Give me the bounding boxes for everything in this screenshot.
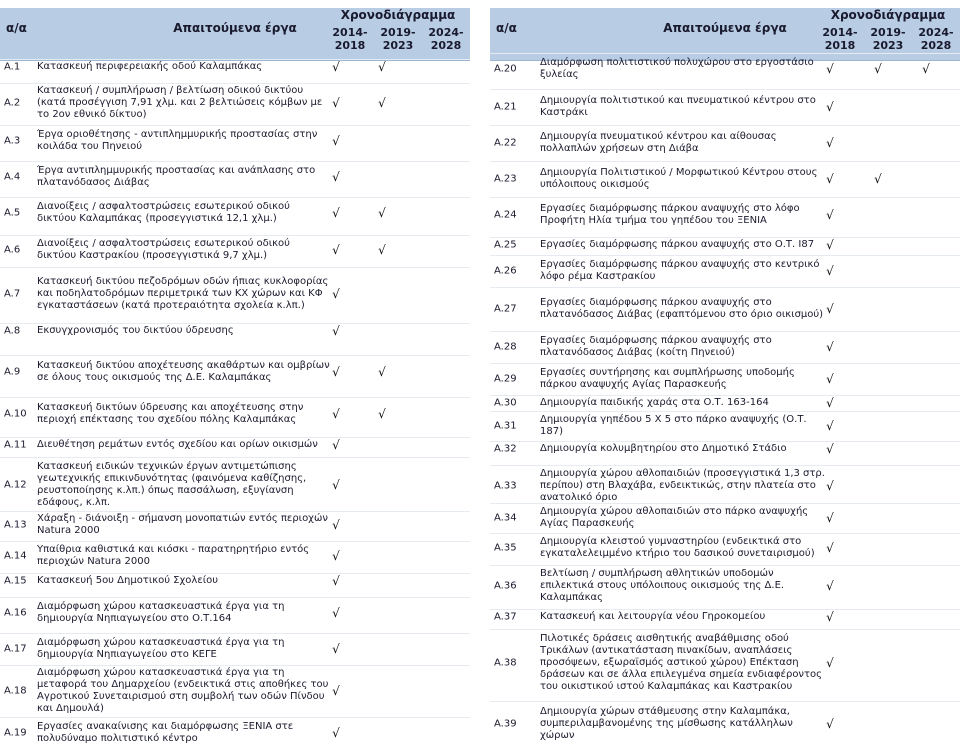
header-aa: α/α xyxy=(496,21,517,35)
header-year-1: 2014- 2018 xyxy=(332,26,368,52)
check-mark-icon: √ xyxy=(332,438,340,452)
table-row xyxy=(0,197,470,228)
check-mark-icon: √ xyxy=(332,684,340,698)
row-description: Δημιουργία γηπέδου 5 Χ 5 στο πάρκο αναψυχής (Ο.Τ. 187) xyxy=(540,414,807,437)
check-mark-icon: √ xyxy=(378,365,386,379)
row-code: A.25 xyxy=(494,239,517,251)
row-description: Έργα αντιπλημμυρικής προστασίας και ανάπλασης στο πλατανόδασος Διάβας xyxy=(37,165,316,188)
table-row xyxy=(490,255,960,286)
check-mark-icon: √ xyxy=(826,396,834,410)
row-description: Διαμόρφωση χώρου κατασκευαστικά έργα για τη δημιουργία Νηπιαγωγείου στο Ο.Τ.164 xyxy=(37,601,285,624)
header-year-2: 2019- 2023 xyxy=(870,26,906,52)
row-description: Κατασκευή / συμπλήρωση / βελτίωση οδικού δικτύου (κατά προσέγγιση 7,91 χλμ. και 2 βελτιώσεις κόμβων με το 2ον εθνικό δίκτυο) xyxy=(37,85,323,120)
row-description: Δημιουργία κλειστού γυμναστηρίου (ενδεικτικά στο εγκαταλελειμμένο κτήριο του δασικού συνεταιρισμού) xyxy=(540,536,815,559)
check-mark-icon: √ xyxy=(826,100,834,114)
row-code: A.35 xyxy=(494,542,517,554)
check-mark-icon: √ xyxy=(378,243,386,257)
table-row xyxy=(0,511,470,538)
check-mark-icon: √ xyxy=(826,717,834,731)
row-code: A.29 xyxy=(494,373,517,385)
check-mark-icon: √ xyxy=(826,579,834,593)
table-row xyxy=(490,465,960,506)
check-mark-icon: √ xyxy=(874,62,882,76)
row-description: Υπαίθρια καθιστικά και κιόσκι - παρατηρητήριο εντός περιοχών Natura 2000 xyxy=(37,544,310,567)
row-description: Δημιουργία πνευματικού κέντρου και αίθουσας πολλαπλών χρήσεων στη Διάβα xyxy=(540,131,777,154)
check-mark-icon: √ xyxy=(922,62,930,76)
check-mark-icon: √ xyxy=(332,243,340,257)
header-schedule: Χρονοδιάγραμμα xyxy=(830,8,946,22)
row-code: A.7 xyxy=(4,288,21,300)
check-mark-icon: √ xyxy=(826,238,834,252)
table-row xyxy=(490,503,960,532)
check-mark-icon: √ xyxy=(332,549,340,563)
table-row xyxy=(490,629,960,696)
header-year-1: 2014- 2018 xyxy=(822,26,858,52)
table-row xyxy=(490,53,960,84)
row-description: Πιλοτικές δράσεις αισθητικής αναβάθμισης οδού Τρικάλων (αντικατάσταση πινακίδων, αναπλάσεις προσόψεων, εξωραϊσμός αστικού χώρου) Επέκταση δράσεων και σε άλλα επιλεγμένα σημεία ενδιαφέροντος του οικιστικού ιστού Καλαμπάκας και Καστρακίου xyxy=(540,633,823,692)
row-description: Εργασίες συντήρησης και συμπλήρωσης υποδομής πάρκου αναψυχής Αγίας Παρασκευής xyxy=(540,367,795,390)
row-code: A.19 xyxy=(4,727,27,739)
table-row xyxy=(490,125,960,160)
check-mark-icon: √ xyxy=(332,478,340,492)
row-code: A.30 xyxy=(494,397,517,409)
header-year-3: 2024- 2028 xyxy=(918,26,954,52)
row-code: A.8 xyxy=(4,325,21,337)
check-mark-icon: √ xyxy=(826,136,834,150)
table-row xyxy=(0,597,470,628)
check-mark-icon: √ xyxy=(826,419,834,433)
row-description: Εργασίες ανακαίνισης και διαμόρφωσης ΞΕΝΙΑ στε πολυδύναμο πολιτιστικό κέντρο xyxy=(37,721,294,744)
table-row xyxy=(490,565,960,606)
row-description: Δημιουργία χώρου αθλοπαιδιών στο πάρκο αναψυχής Αγίας Παρασκευής xyxy=(540,506,809,529)
check-mark-icon: √ xyxy=(332,518,340,532)
check-mark-icon: √ xyxy=(378,60,386,74)
check-mark-icon: √ xyxy=(332,134,340,148)
row-code: A.4 xyxy=(4,171,21,183)
header-schedule: Χρονοδιάγραμμα xyxy=(340,8,456,22)
header-years xyxy=(326,26,470,52)
row-code: A.3 xyxy=(4,135,21,147)
check-mark-icon: √ xyxy=(378,206,386,220)
row-code: A.17 xyxy=(4,643,27,655)
row-description: Κατασκευή δικτύου πεζοδρόμων οδών ήπιας κυκλοφορίας και ποδηλατοδρόμων περιμετρικά των ΚΧ χώρων και ΚΦ εγκαταστάσεων (κατά προτεραιότητα σχολεία κ.λπ.) xyxy=(37,276,329,311)
check-mark-icon: √ xyxy=(826,479,834,493)
table-row xyxy=(0,665,470,716)
check-mark-icon: √ xyxy=(332,170,340,184)
row-code: A.6 xyxy=(4,244,21,256)
check-mark-icon: √ xyxy=(332,60,340,74)
row-description: Διαμόρφωση πολιτιστικού πολυχώρου στο εργοστάσιο ξυλείας xyxy=(540,57,814,80)
row-description: Έργα οριοθέτησης - αντιπλημμυρικής προστασίας στην κοιλάδα του Πηνειού xyxy=(37,129,318,152)
row-code: A.27 xyxy=(494,303,517,315)
table-row xyxy=(0,83,470,122)
table-row xyxy=(490,237,960,252)
row-code: A.15 xyxy=(4,575,27,587)
table-row xyxy=(0,235,470,264)
table-row xyxy=(0,457,470,512)
check-mark-icon: √ xyxy=(826,541,834,555)
row-code: A.11 xyxy=(4,439,27,451)
check-mark-icon: √ xyxy=(332,365,340,379)
check-mark-icon: √ xyxy=(826,372,834,386)
row-description: Εργασίες διαμόρφωσης πάρκου αναψυχής στο πλατανόδασος Διάβας (εφαπτόμενου στο όριο οικισμού) xyxy=(540,297,824,320)
row-description: Κατασκευή δικτύου αποχέτευσης ακαθάρτων και ομβρίων σε όλους τους οικισμούς της Δ.Ε. Καλαμπάκας xyxy=(37,360,330,383)
row-code: A.39 xyxy=(494,718,517,730)
check-mark-icon: √ xyxy=(826,511,834,525)
row-description: Εκσυγχρονισμός του δικτύου ύδρευσης xyxy=(37,325,234,336)
table-row xyxy=(490,411,960,440)
projects-table-left xyxy=(0,8,470,744)
check-mark-icon: √ xyxy=(332,606,340,620)
check-mark-icon: √ xyxy=(332,287,340,301)
row-code: A.28 xyxy=(494,341,517,353)
table-row xyxy=(490,609,960,624)
table-row xyxy=(490,197,960,232)
table-row xyxy=(490,363,960,394)
row-description: Διανοίξεις / ασφαλτοστρώσεις εσωτερικού οδικού δικτύου Καλαμπάκας (προσεγγιστικά 12,1 χλμ.) xyxy=(37,201,290,224)
check-mark-icon: √ xyxy=(826,62,834,76)
row-code: A.36 xyxy=(494,580,517,592)
table-row xyxy=(0,161,470,192)
row-description: Εργασίες διαμόρφωσης πάρκου αναψυχής στο πλατανόδασος Διάβας (κοίτη Πηνειού) xyxy=(540,335,772,358)
check-mark-icon: √ xyxy=(874,172,882,186)
table-row xyxy=(490,89,960,124)
row-code: A.37 xyxy=(494,611,517,623)
row-description: Εργασίες διαμόρφωσης πάρκου αναψυχής στο Ο.Τ. Ι87 xyxy=(540,239,815,250)
row-code: A.32 xyxy=(494,443,517,455)
row-code: A.10 xyxy=(4,408,27,420)
table-row xyxy=(0,541,470,570)
row-description: Χάραξη - διάνοιξη - σήμανση μονοπατιών εντός περιοχών Natura 2000 xyxy=(37,513,328,536)
check-mark-icon: √ xyxy=(378,407,386,421)
row-description: Κατασκευή περιφερειακής οδού Καλαμπάκας xyxy=(37,61,263,72)
table-row xyxy=(490,533,960,562)
row-description: Κατασκευή και λειτουργία νέου Γηροκομείου xyxy=(540,611,766,622)
row-description: Διευθέτηση ρεμάτων εντός σχεδίου και ορίων οικισμών xyxy=(37,439,318,450)
check-mark-icon: √ xyxy=(332,324,340,338)
row-description: Δημιουργία κολυμβητηρίου στο Δημοτικό Στάδιο xyxy=(540,443,787,454)
table-row xyxy=(0,437,470,452)
row-code: A.16 xyxy=(4,607,27,619)
check-mark-icon: √ xyxy=(332,407,340,421)
row-description: Κατασκευή δικτύων ύδρευσης και αποχέτευσης στην περιοχή επέκτασης του σχεδίου πόλης Καλαμπάκας xyxy=(37,402,304,425)
table-row xyxy=(490,701,960,746)
row-description: Εργασίες διαμόρφωσης πάρκου αναψυχής στο κεντρικό λόφο ρέμα Καστρακίου xyxy=(540,259,820,282)
projects-table-right xyxy=(490,8,960,741)
check-mark-icon: √ xyxy=(826,264,834,278)
row-code: A.18 xyxy=(4,685,27,697)
row-code: A.20 xyxy=(494,63,517,75)
check-mark-icon: √ xyxy=(332,96,340,110)
header-aa: α/α xyxy=(6,21,27,35)
check-mark-icon: √ xyxy=(826,302,834,316)
table-row xyxy=(0,59,470,74)
check-mark-icon: √ xyxy=(826,172,834,186)
row-description: Διαμόρφωση χώρου κατασκευαστικά έργα για τη δημιουργία Νηπιαγωγείου στο ΚΕΓΕ xyxy=(37,637,285,660)
check-mark-icon: √ xyxy=(826,656,834,670)
row-description: Διαμόρφωση χώρου κατασκευαστικά έργα για τη μεταφορά του Δημαρχείου (ενδεικτικά στις αποθήκες του Αγροτικού Συνεταιρισμού στη συμβολή των οδών Πίνδου και Δημουλά) xyxy=(37,667,329,714)
table-row xyxy=(0,323,470,338)
row-code: A.33 xyxy=(494,480,517,492)
row-code: A.23 xyxy=(494,173,517,185)
table-header-left xyxy=(0,8,470,61)
table-row xyxy=(490,161,960,196)
row-description: Δημιουργία παιδικής χαράς στα Ο.Τ. 163-164 xyxy=(540,397,769,408)
header-year-2: 2019- 2023 xyxy=(380,26,416,52)
row-code: A.13 xyxy=(4,519,27,531)
header-years xyxy=(816,26,960,52)
table-row xyxy=(0,573,470,588)
row-code: A.12 xyxy=(4,479,27,491)
check-mark-icon: √ xyxy=(332,574,340,588)
table-row xyxy=(0,355,470,388)
row-description: Εργασίες διαμόρφωσης πάρκου αναψυχής στο λόφο Προφήτη Ηλία τμήμα του γηπέδου του ΞΕΝΙΑ xyxy=(540,203,800,226)
row-code: A.24 xyxy=(494,209,517,221)
row-description: Διανοίξεις / ασφαλτοστρώσεις εσωτερικού οδικού δικτύου Καστρακίου (προσεγγιστικά 9,7 χλμ.) xyxy=(37,238,290,261)
row-code: A.38 xyxy=(494,657,517,669)
header-required-works: Απαιτούμενα έργα xyxy=(173,21,297,35)
row-code: A.34 xyxy=(494,512,517,524)
table-row xyxy=(490,395,960,410)
header-year-3: 2024- 2028 xyxy=(428,26,464,52)
row-description: Δημιουργία χώρων στάθμευσης στην Καλαμπάκα, συμπεριλαμβανομένης της μίσθωσης κατάλληλων χώρων xyxy=(540,706,793,741)
table-row xyxy=(0,633,470,664)
table-row xyxy=(0,125,470,156)
row-code: A.14 xyxy=(4,550,27,562)
check-mark-icon: √ xyxy=(826,610,834,624)
table-row xyxy=(490,331,960,362)
table-row xyxy=(490,287,960,330)
row-code: A.5 xyxy=(4,207,21,219)
row-code: A.26 xyxy=(494,265,517,277)
row-description: Κατασκευή 5ου Δημοτικού Σχολείου xyxy=(37,575,219,586)
row-code: A.31 xyxy=(494,420,517,432)
row-code: A.9 xyxy=(4,366,21,378)
check-mark-icon: √ xyxy=(378,96,386,110)
row-code: A.2 xyxy=(4,97,21,109)
row-description: Κατασκευή ειδικών τεχνικών έργων αντιμετώπισης γεωτεχνικής επικινδυνότητας (φαινόμενα καθίζησης, ρευστοποίησης κ.λπ.) όπως πασσάλωση, εξυγίανση εδάφους, κ.λπ. xyxy=(37,461,307,508)
row-description: Βελτίωση / συμπλήρωση αθλητικών υποδομών επιλεκτικά στους υπόλοιπους οικισμούς της Δ.Ε. Καλαμπάκας xyxy=(540,568,785,603)
row-code: A.22 xyxy=(494,137,517,149)
check-mark-icon: √ xyxy=(332,206,340,220)
table-row xyxy=(490,441,960,456)
row-description: Δημιουργία πολιτιστικού και πνευματικού κέντρου στο Καστράκι xyxy=(540,95,816,118)
table-row xyxy=(0,397,470,430)
row-code: A.21 xyxy=(494,101,517,113)
row-description: Δημιουργία Πολιτιστικού / Μορφωτικού Κέντρου στους υπόλοιπους οικισμούς xyxy=(540,167,818,190)
header-required-works: Απαιτούμενα έργα xyxy=(663,21,787,35)
row-description: Δημιουργία χώρου αθλοπαιδιών (προσεγγιστικά 1,3 στρ. περίπου) στη Βλαχάβα, ενδεικτικώς, στην πλατεία στο ανατολικό όριο xyxy=(540,468,825,503)
table-row xyxy=(0,267,470,320)
check-mark-icon: √ xyxy=(826,442,834,456)
table-row xyxy=(0,717,470,748)
check-mark-icon: √ xyxy=(826,208,834,222)
check-mark-icon: √ xyxy=(332,726,340,740)
check-mark-icon: √ xyxy=(332,642,340,656)
row-code: A.1 xyxy=(4,61,21,73)
check-mark-icon: √ xyxy=(826,340,834,354)
